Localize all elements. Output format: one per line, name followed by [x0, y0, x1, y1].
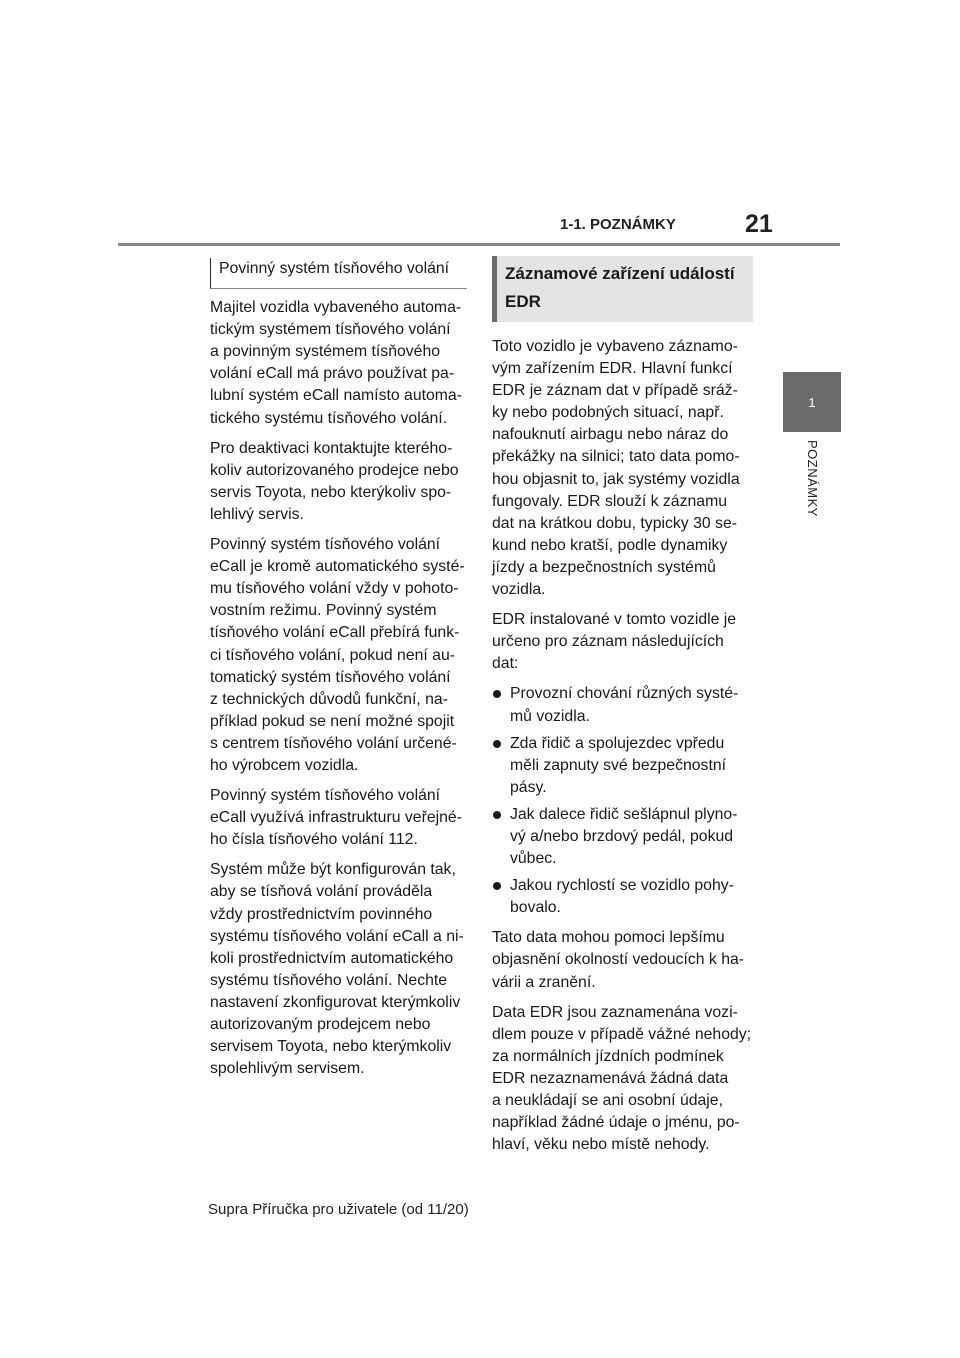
bullet-item: Provozní chování různých systé- mů vozidla. — [492, 683, 754, 727]
right-column — [492, 256, 754, 1164]
chapter-tab-number: 1 — [808, 394, 816, 410]
paragraph: Systém může být konfigurován tak, aby se tísňová volání prováděla vždy prostřednictvím povinného systému tísňového volání eCall a ni- koli prostřednictvím automatického systému tísňového volání. Nechte nastavení zkonfigurovat kterýmkoliv autorizovaným prodejcem nebo servisem Toyota, nebo kterýmkoliv spolehlivým servisem. — [210, 861, 464, 1078]
bullet-item: Zda řidič a spolujezdec vpředu měli zapnuty své bezpečnostní pásy. — [492, 733, 754, 799]
chapter-tab-label: POZNÁMKY — [805, 440, 820, 517]
page-number: 21 — [745, 210, 773, 238]
bullet-item: Jak dalece řidič sešlápnul plyno- vý a/nebo brzdový pedál, pokud vůbec. — [492, 804, 754, 870]
paragraph: Majitel vozidla vybaveného automa- tickým systémem tísňového volání a povinným systémem tísňového volání eCall má právo používat pa- lubní systém eCall namísto automa- tického systému tísňového volání. — [210, 299, 462, 427]
chapter-tab — [783, 372, 841, 432]
paragraph: Tato data mohou pomoci lepšímu objasnění okolností vedoucích k ha- várii a zranění. — [492, 929, 745, 991]
paragraph: Pro deaktivaci kontaktujte kterého- koliv autorizovaného prodejce nebo servis Toyota, nebo kterýkoliv spo- lehlivý servis. — [210, 439, 459, 523]
left-column — [210, 258, 472, 1088]
header-divider — [118, 243, 840, 246]
paragraph: Povinný systém tísňového volání eCall využívá infrastrukturu veřejné- ho čísla tísňového volání 112. — [210, 787, 462, 849]
header-section-title: 1-1. POZNÁMKY — [560, 216, 676, 233]
subheading: Povinný systém tísňového volání — [210, 258, 467, 289]
bullet-list — [492, 683, 754, 919]
paragraph: EDR instalované v tomto vozidle je určeno pro záznam následujících dat: — [492, 611, 737, 673]
paragraph: Povinný systém tísňového volání eCall je kromě automatického systé- mu tísňového volání vždy v pohoto- vostním režimu. Povinný systém tísňového volání eCall přebírá funk- ci tísňového volání, pokud není au- tomatický systém tísňového volání z technických důvodů funkční, na- příklad pokud se není možné spojit s centrem tísňového volání určené- ho výrobcem vozidla. — [210, 536, 465, 774]
paragraph: Data EDR jsou zaznamenána vozi- dlem pouze v případě vážné nehody; za normálních jízdních podmínek EDR nezaznamenává žádná data a neukládají se ani osobní údaje, například žádné údaje o jménu, po- hlaví, věku nebo místě nehody. — [492, 1003, 752, 1154]
bullet-item: Jakou rychlostí se vozidlo pohy- bovalo. — [492, 875, 754, 919]
section-heading: Záznamové zařízení událostí EDR — [492, 256, 753, 322]
footer-text: Supra Příručka pro uživatele (od 11/20) — [208, 1201, 469, 1218]
paragraph: Toto vozidlo je vybaveno záznamo- vým zařízením EDR. Hlavní funkcí EDR je záznam dat v případě sráž- ky nebo podobných situací, např. nafouknutí airbagu nebo náraz do překážky na silnici; tato data pomo- hou objasnit to, jak systémy vozidla fungovaly. EDR slouží k záznamu dat na krátkou dobu, typicky 30 se- kund nebo kratší, podle dynamiky jízdy a bezpečnostních systémů vozidla. — [492, 338, 740, 599]
